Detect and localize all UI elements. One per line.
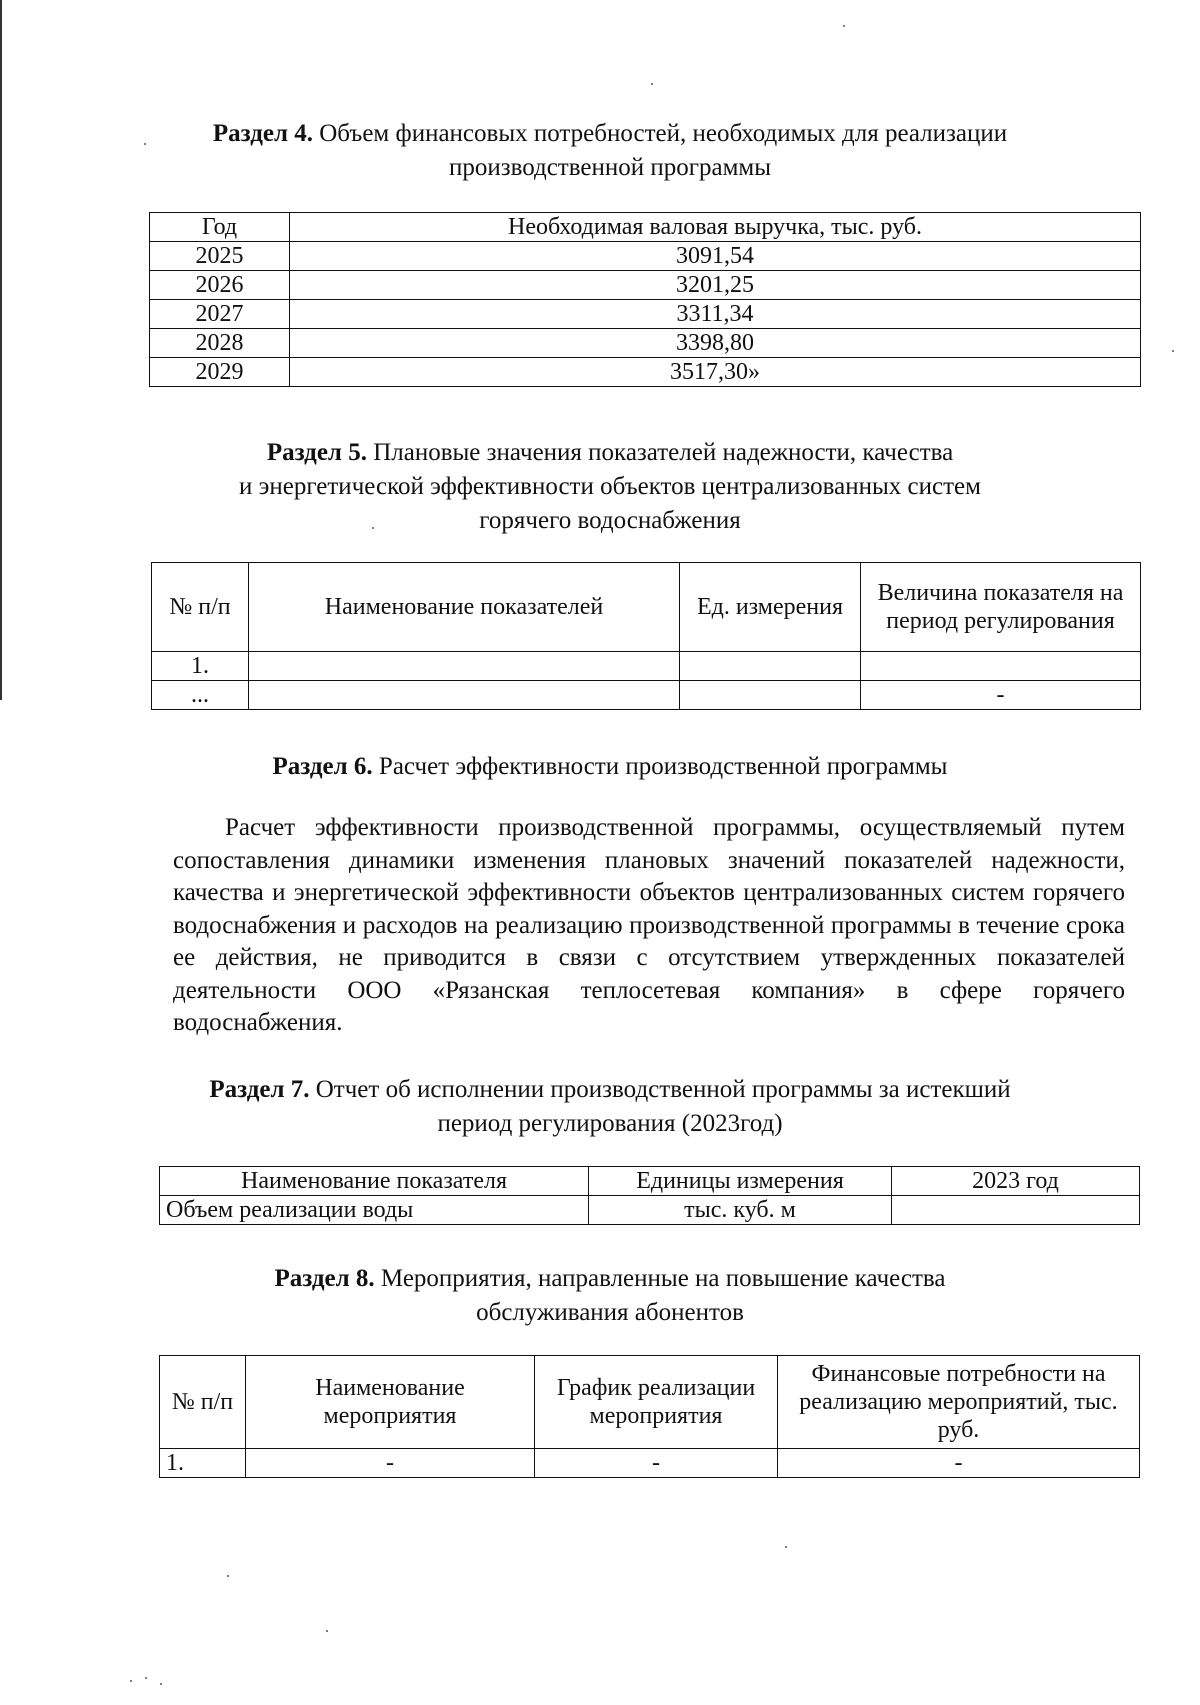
header-measure-name: Наименование мероприятия (246, 1356, 535, 1449)
scan-speck (1172, 350, 1174, 352)
section8-heading (140, 1262, 1080, 1330)
table-row (160, 1449, 1140, 1478)
table-header-row (160, 1167, 1140, 1196)
table-row (150, 271, 1141, 300)
unit-cell: тыс. куб. м (589, 1196, 892, 1225)
scan-speck (227, 1575, 229, 1577)
value-cell (892, 1196, 1140, 1225)
section6-label: Раздел 6. (272, 753, 373, 780)
header-unit: Единицы измерения (589, 1167, 892, 1196)
section8-title-line2: обслуживания абонентов (476, 1299, 744, 1326)
indicator-name-cell: Объем реализации воды (160, 1196, 589, 1225)
section7-heading (140, 1073, 1080, 1141)
section8-label: Раздел 8. (274, 1265, 375, 1292)
scan-speck (145, 1677, 147, 1679)
table-row (150, 242, 1141, 271)
scan-speck (843, 25, 845, 27)
number-cell: 1. (160, 1449, 246, 1478)
unit-cell (680, 652, 861, 681)
page-edge-line (0, 0, 2, 700)
header-indicator-name: Наименование показателей (249, 563, 680, 652)
table-row (150, 358, 1141, 387)
section6-paragraph (173, 812, 1125, 1040)
header-revenue: Необходимая валовая выручка, тыс. руб. (290, 213, 1141, 242)
value-cell: - (861, 681, 1141, 710)
year-cell: 2025 (150, 242, 290, 271)
section5-label: Раздел 5. (266, 439, 367, 466)
header-unit: Ед. измерения (680, 563, 861, 652)
table-header-row (152, 563, 1141, 652)
section4-title-line2: производственной программы (448, 154, 772, 181)
section4-label: Раздел 4. (212, 120, 313, 147)
schedule-cell: - (535, 1449, 778, 1478)
header-number: № п/п (160, 1356, 246, 1449)
table-row (150, 300, 1141, 329)
table-header-row (160, 1356, 1140, 1449)
section6-paragraph-text: Расчет эффективности производственной программы, осуществляемый путем сопоставления динамики изменения плановых значений показателей надежности, качества и энергетической эффективности объектов централизованных систем горячего водоснабжения и расходов на реализацию производственной программы в течение срока ее действия, не приводится в связи с отсутствием утвержденных показателей деятельности ООО «Рязанская теплосетевая компания» в сфере горячего водоснабжения. (173, 814, 1125, 1036)
section6-title: Расчет эффективности производственной программы (372, 753, 948, 780)
year-cell: 2028 (150, 329, 290, 358)
section5-heading (140, 436, 1080, 538)
section7-label: Раздел 7. (209, 1076, 310, 1103)
section4-title-line1: Объем финансовых потребностей, необходимых для реализации (313, 120, 1008, 147)
number-cell: 1. (152, 652, 249, 681)
scan-speck (144, 143, 146, 145)
scan-speck (130, 1680, 132, 1682)
header-indicator-name: Наименование показателя (160, 1167, 589, 1196)
scan-speck (651, 83, 653, 85)
section4-table (149, 212, 1141, 387)
header-financial-needs: Финансовые потребности на реализацию мероприятий, тыс. руб. (778, 1356, 1140, 1449)
header-number: № п/п (152, 563, 249, 652)
revenue-cell: 3201,25 (290, 271, 1141, 300)
table-row (152, 652, 1141, 681)
value-cell (861, 652, 1141, 681)
number-cell: ... (152, 681, 249, 710)
indicator-name-cell (249, 652, 680, 681)
section5-title-line2: и энергетической эффективности объектов централизованных систем (239, 473, 981, 500)
revenue-cell: 3398,80 (290, 329, 1141, 358)
table-row (160, 1196, 1140, 1225)
revenue-cell: 3311,34 (290, 300, 1141, 329)
scan-speck (160, 1683, 162, 1685)
section7-table (159, 1166, 1140, 1225)
header-indicator-value: Величина показателя на период регулирования (861, 563, 1141, 652)
section5-title-line3: горячего водоснабжения (479, 507, 741, 534)
indicator-name-cell (249, 681, 680, 710)
section6-heading (140, 750, 1080, 784)
table-row (150, 329, 1141, 358)
table-row (152, 681, 1141, 710)
scan-speck (785, 1546, 787, 1548)
unit-cell (680, 681, 861, 710)
header-year-2023: 2023 год (892, 1167, 1140, 1196)
year-cell: 2029 (150, 358, 290, 387)
header-schedule: График реализации мероприятия (535, 1356, 778, 1449)
scan-speck (372, 527, 374, 529)
section7-title-line1: Отчет об исполнении производственной программы за истекший (309, 1076, 1011, 1103)
section5-table (151, 562, 1141, 710)
section8-title-line1: Мероприятия, направленные на повышение качества (374, 1265, 946, 1292)
section8-table (159, 1355, 1140, 1478)
financial-needs-cell: - (778, 1449, 1140, 1478)
measure-name-cell: - (246, 1449, 535, 1478)
section4-heading (140, 117, 1080, 185)
table-header-row (150, 213, 1141, 242)
scan-speck (326, 1630, 328, 1632)
section7-title-line2: период регулирования (2023год) (437, 1110, 783, 1137)
header-year: Год (150, 213, 290, 242)
revenue-cell: 3517,30» (290, 358, 1141, 387)
year-cell: 2026 (150, 271, 290, 300)
year-cell: 2027 (150, 300, 290, 329)
section5-title-line1: Плановые значения показателей надежности, качества (366, 439, 954, 466)
revenue-cell: 3091,54 (290, 242, 1141, 271)
